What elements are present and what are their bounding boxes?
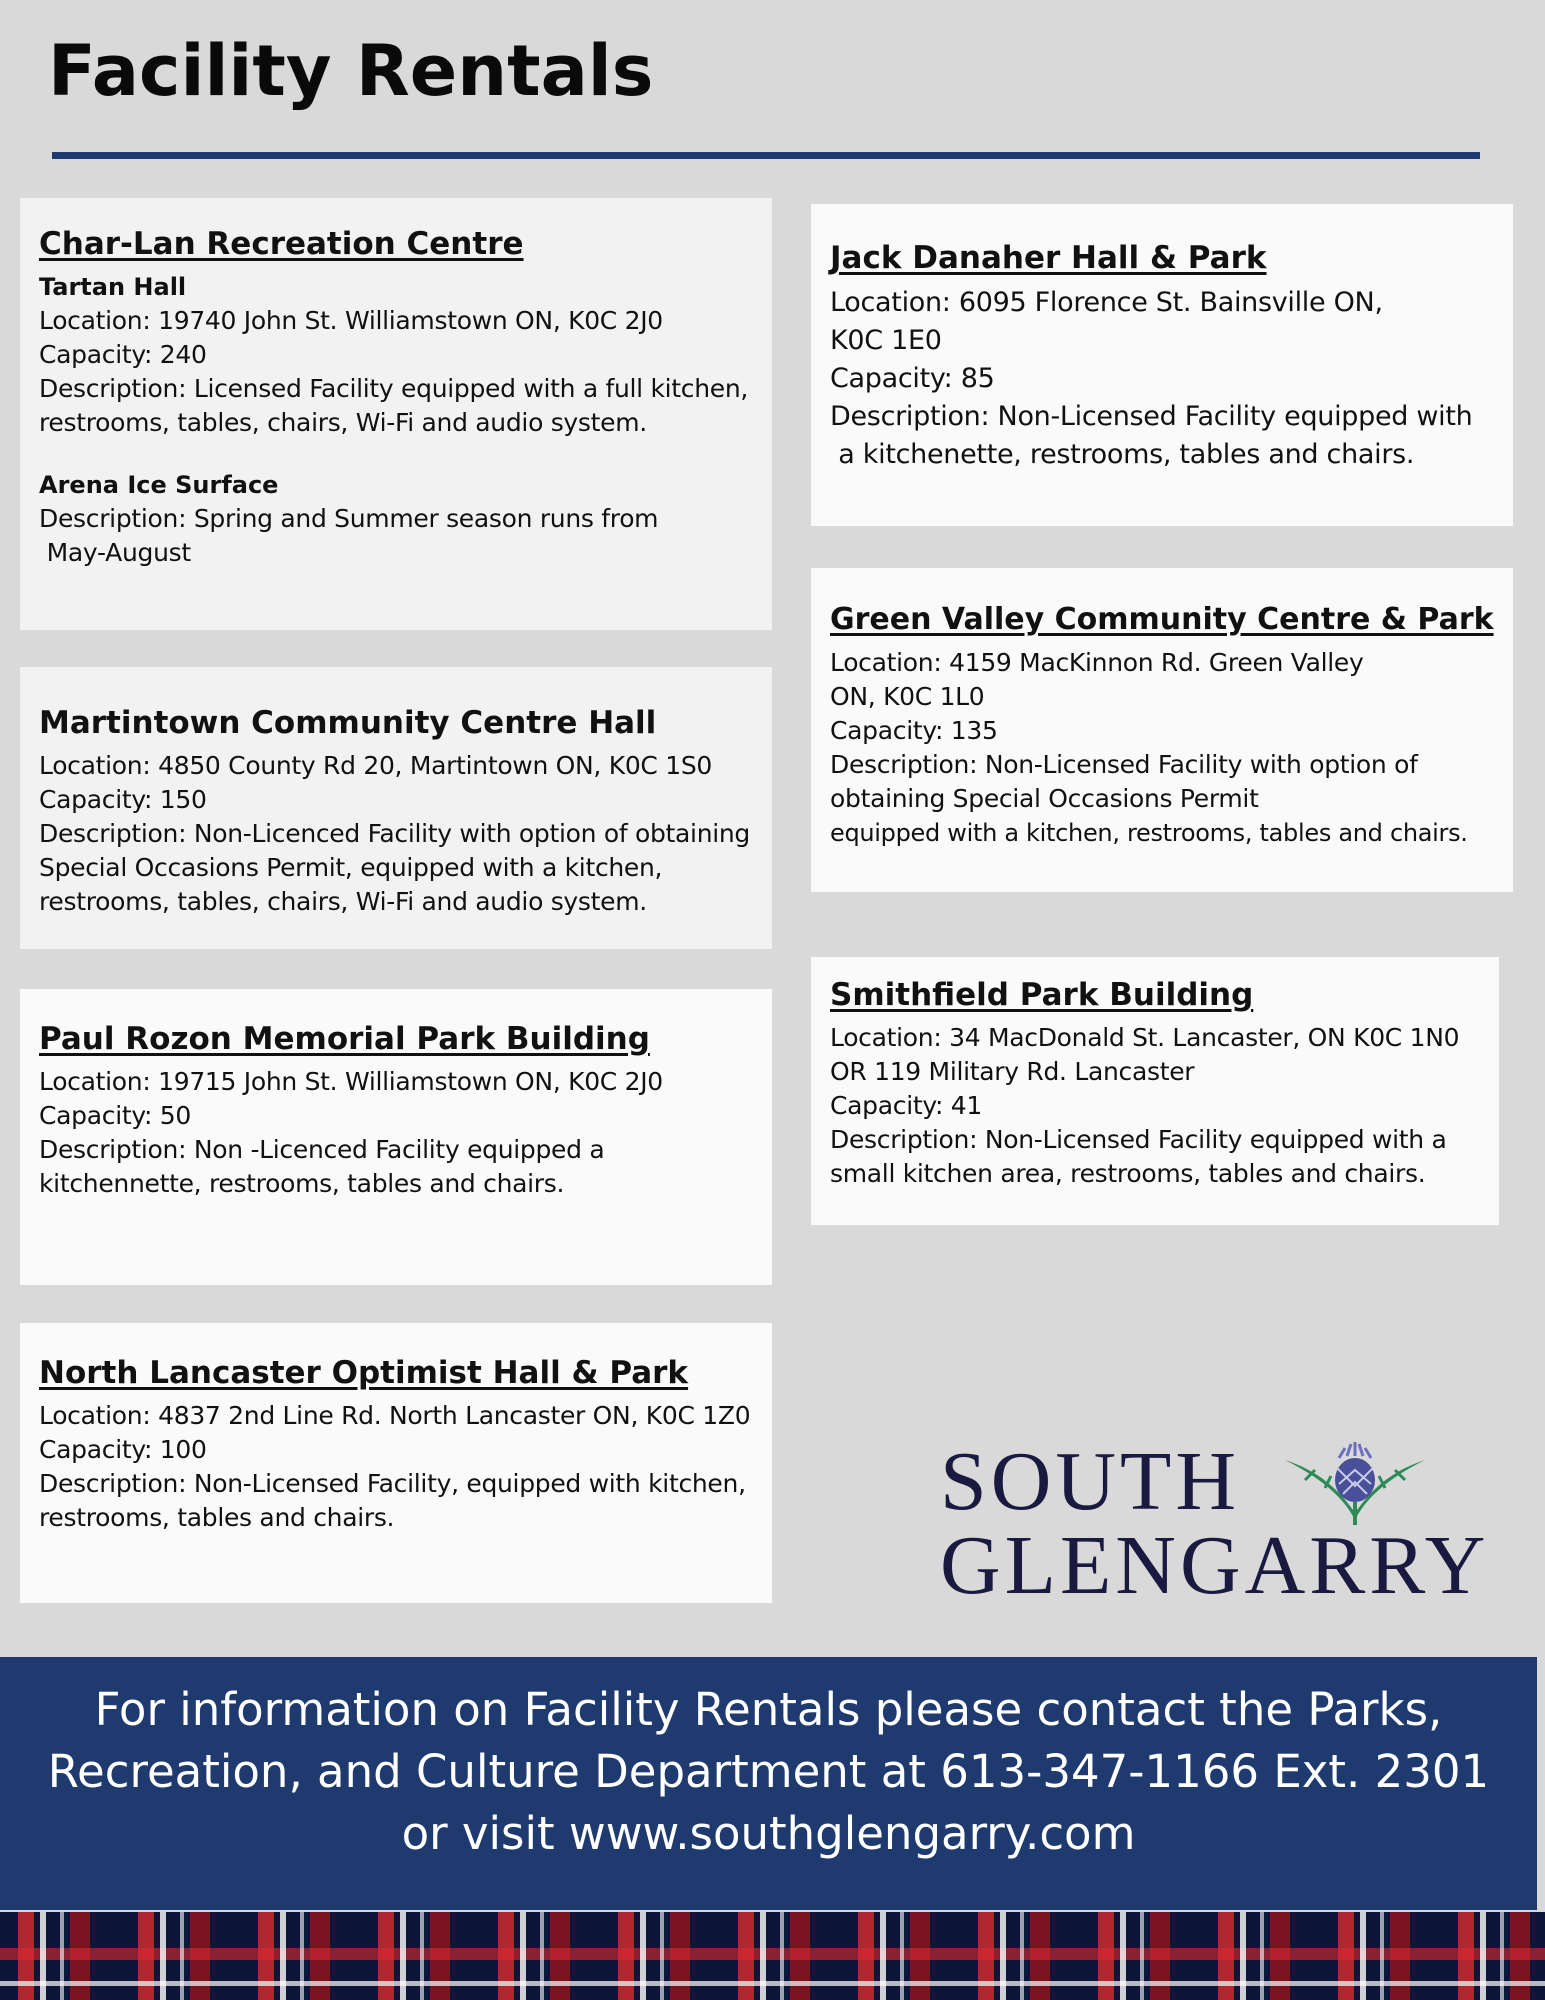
facility-description: Special Occasions Permit, equipped with a kitchen, [39,853,663,882]
facility-description: restrooms, tables and chairs. [39,1503,395,1532]
facility-description: Description: Non-Licensed Facility with option of [830,750,1418,779]
tartan-border [0,1912,1545,2000]
facility-description: Description: Licensed Facility equipped with a full kitchen, [39,374,749,403]
sub-facility-name: Arena Ice Surface [39,471,279,499]
facility-capacity: Capacity: 41 [830,1091,983,1120]
footer-line: Recreation, and Culture Department at 613-347-1166 Ext. 2301 [47,1745,1490,1798]
facility-name: Paul Rozon Memorial Park Building [39,1021,650,1057]
facility-location: OR 119 Military Rd. Lancaster [830,1057,1195,1086]
facility-description: Description: Non -Licenced Facility equipped a [39,1135,605,1164]
facility-location: Location: 19715 John St. Williamstown ON, K0C 2J0 [39,1067,663,1096]
facility-description: obtaining Special Occasions Permit [830,784,1259,813]
facility-location: Location: 4850 County Rd 20, Martintown ON, K0C 1S0 [39,751,713,780]
facility-description: kitchennette, restrooms, tables and chairs. [39,1169,565,1198]
facility-name: Char-Lan Recreation Centre [39,226,524,262]
facility-description: Description: Non-Licensed Facility equipped with a [830,1125,1447,1154]
logo-line-2: GLENGARRY [940,1519,1490,1612]
facility-description: Description: Non-Licenced Facility with option of obtaining [39,819,750,848]
footer-line: or visit www.southglengarry.com [401,1807,1136,1860]
facility-location: Location: 19740 John St. Williamstown ON, K0C 2J0 [39,306,663,335]
facility-description: equipped with a kitchen, restrooms, tables and chairs. [830,819,1468,847]
card-char-lan [20,198,772,630]
south-glengarry-logo [940,1435,1490,1612]
card-martintown [20,667,772,949]
page-title: Facility Rentals [48,30,654,112]
facility-capacity: Capacity: 85 [830,363,995,394]
facility-description: restrooms, tables, chairs, Wi-Fi and audio system. [39,408,647,437]
facility-description: Description: Spring and Summer season runs from [39,504,659,533]
facility-capacity: Capacity: 100 [39,1435,207,1464]
logo-line-1: SOUTH [940,1435,1241,1528]
card-smithfield [811,957,1499,1225]
facility-description: a kitchenette, restrooms, tables and chairs. [830,439,1415,470]
facility-capacity: Capacity: 240 [39,340,207,369]
card-paul-rozon [20,989,772,1285]
facility-name: Green Valley Community Centre & Park [830,602,1494,637]
facility-name: Smithfield Park Building [830,977,1254,1013]
facility-description: restrooms, tables, chairs, Wi-Fi and audio system. [39,887,647,916]
card-jack-danaher [811,204,1513,526]
facility-name: Martintown Community Centre Hall [39,705,657,741]
thistle-icon [1275,1440,1435,1530]
card-north-lancaster [20,1323,772,1603]
facility-description: Description: Non-Licensed Facility, equipped with kitchen, [39,1469,746,1498]
facility-capacity: Capacity: 135 [830,716,998,745]
facility-description: small kitchen area, restrooms, tables and chairs. [830,1159,1426,1188]
facility-capacity: Capacity: 50 [39,1101,192,1130]
facility-location: ON, K0C 1L0 [830,682,985,711]
facility-name: North Lancaster Optimist Hall & Park [39,1355,689,1391]
facility-description: Description: Non-Licensed Facility equipped with [830,401,1473,432]
facility-location: Location: 6095 Florence St. Bainsville ON, [830,287,1383,318]
facility-description: May-August [39,538,191,567]
facility-name: Jack Danaher Hall & Park [830,240,1267,276]
facility-location: Location: 34 MacDonald St. Lancaster, ON K0C 1N0 [830,1023,1460,1052]
facility-location: Location: 4837 2nd Line Rd. North Lancaster ON, K0C 1Z0 [39,1401,751,1430]
facility-location: Location: 4159 MacKinnon Rd. Green Valley [830,648,1364,677]
sub-facility-name: Tartan Hall [39,273,187,301]
facility-capacity: Capacity: 150 [39,785,207,814]
footer-line: For information on Facility Rentals please contact the Parks, [94,1683,1443,1736]
contact-footer [0,1657,1537,1910]
card-green-valley [811,568,1513,892]
title-divider [52,152,1480,159]
facility-location: K0C 1E0 [830,325,942,356]
